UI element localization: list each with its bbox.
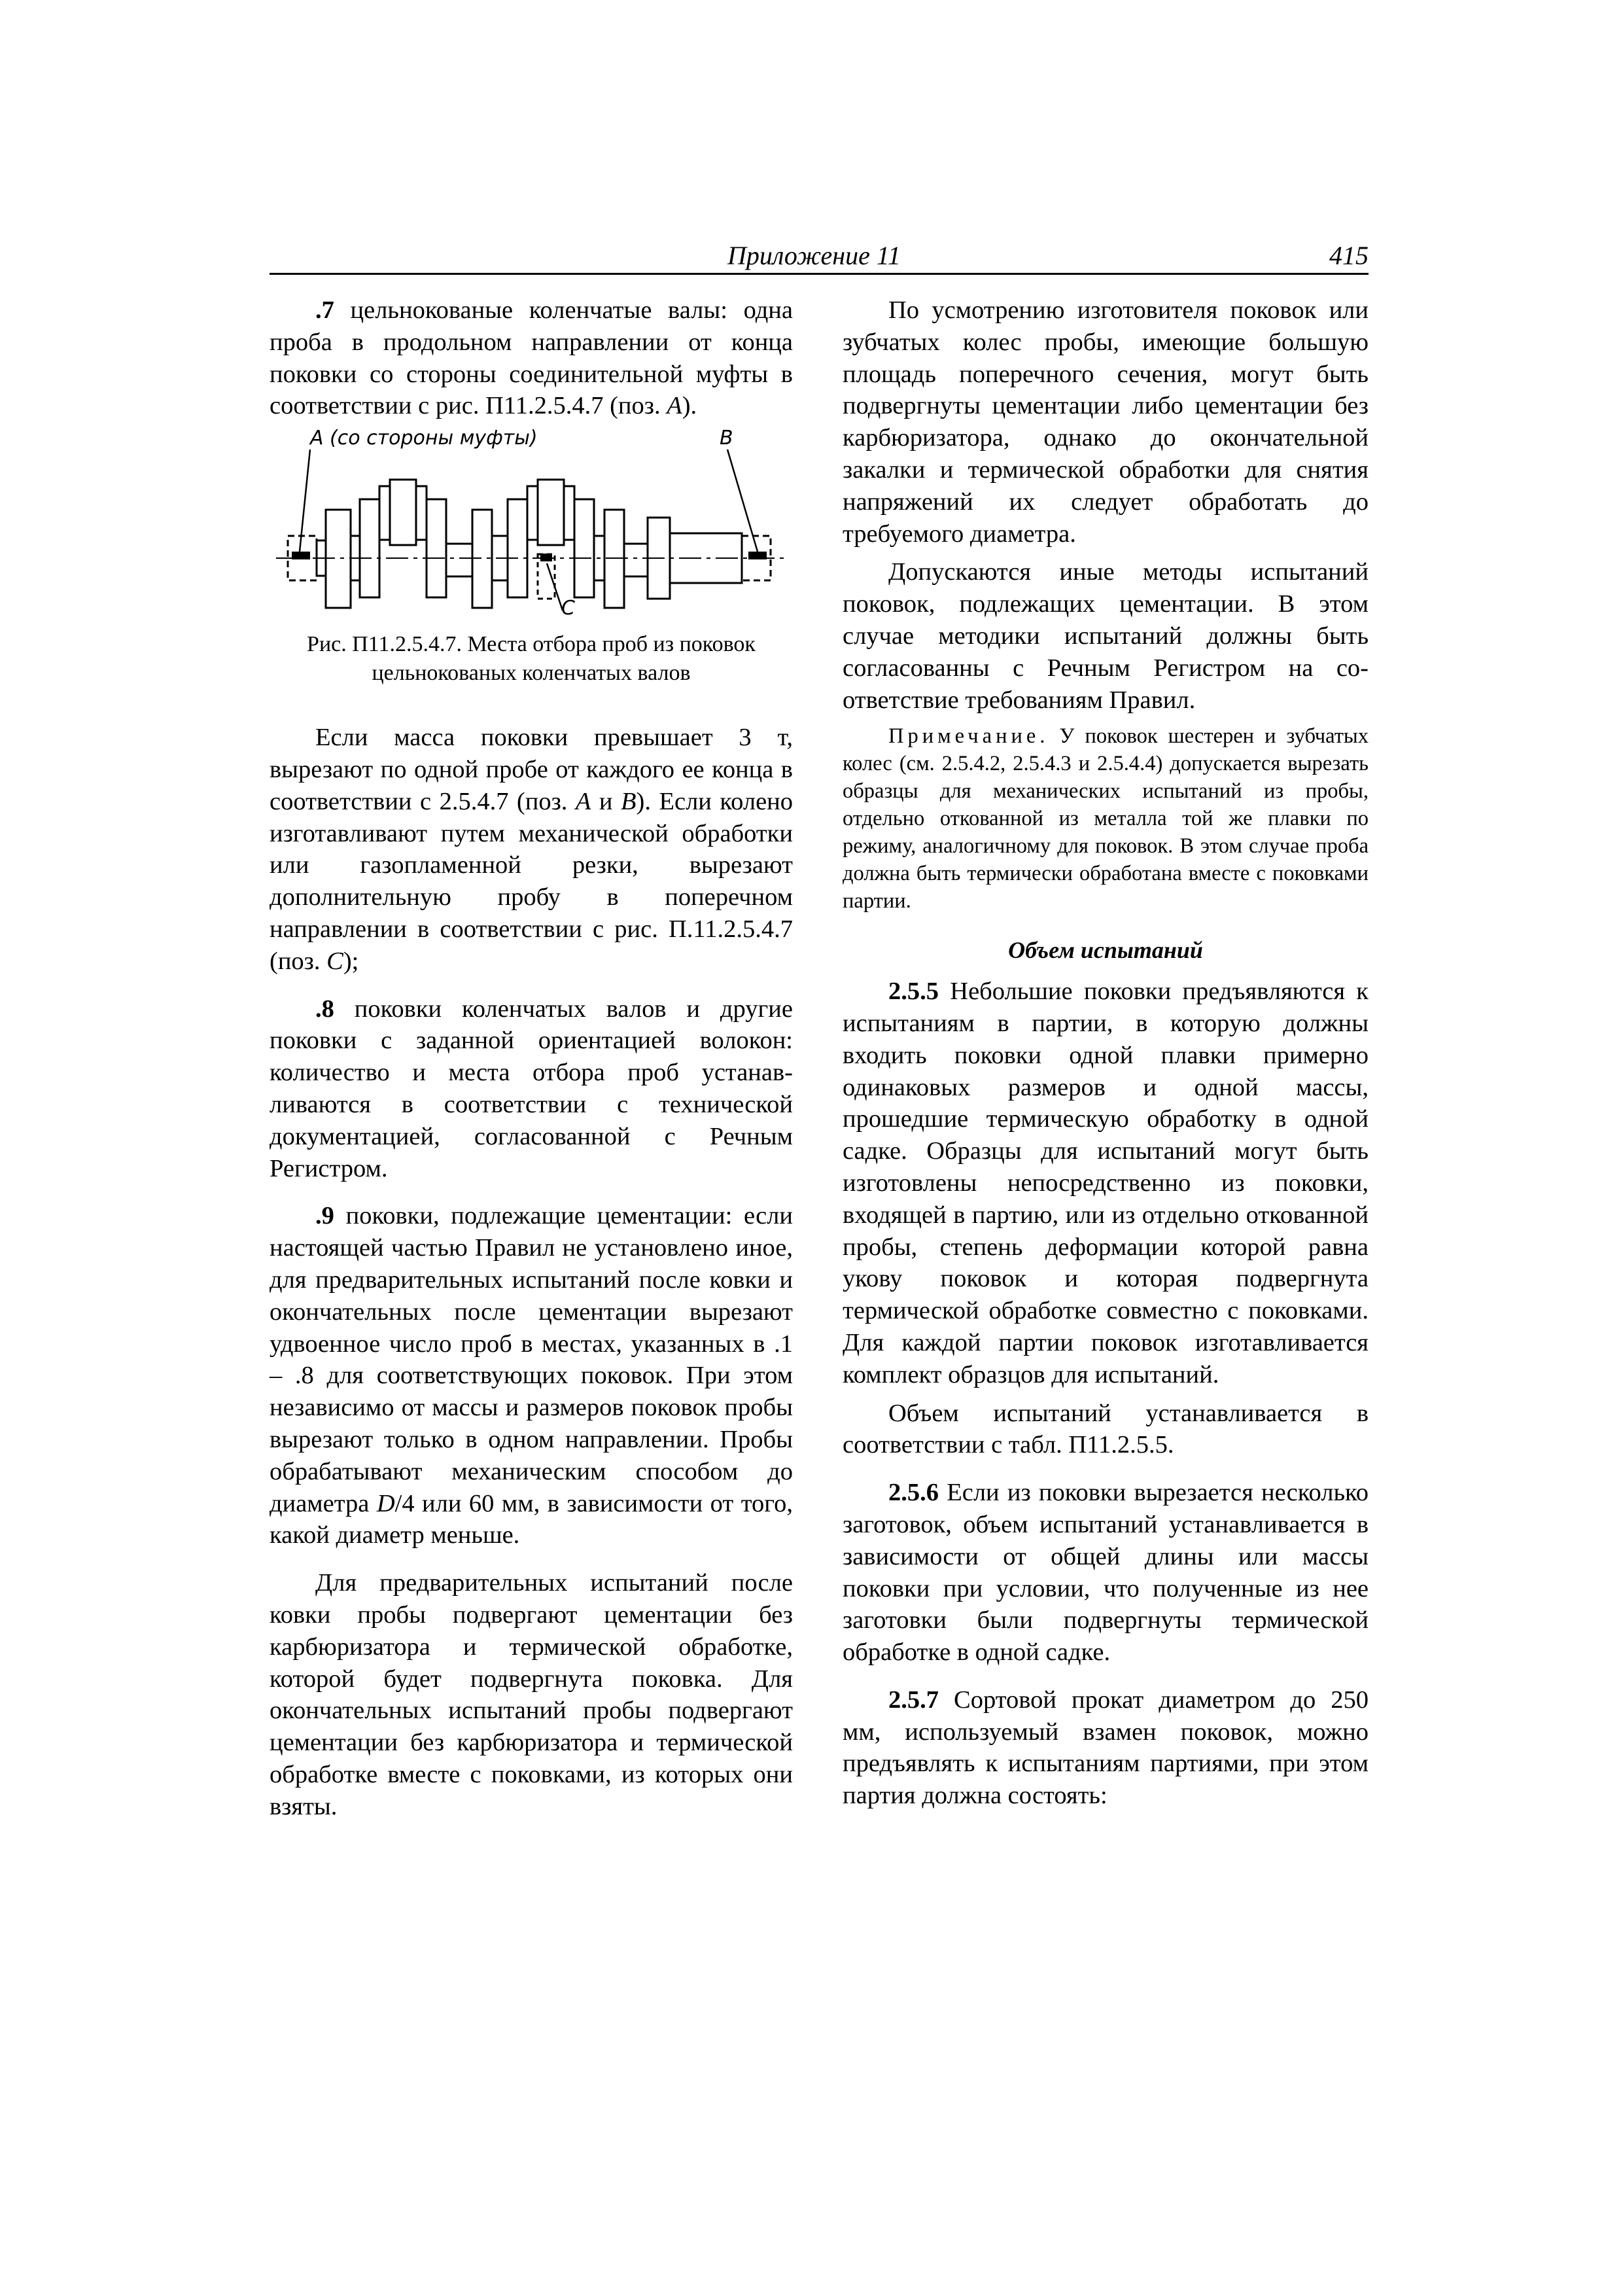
figure-caption: Рис. П11.2.5.4.7. Места отбора проб из поковок цельнокованых коленчатых валов	[307, 632, 756, 686]
page-header	[270, 239, 1369, 275]
clause-number: 2.5.6	[888, 1479, 939, 1507]
note: Примечание. У поковок шестерен и зубчатых колес (см. 2.5.4.2, 2.5.4.3 и 2.5.4.4) допускается вырезать образцы для механических испытаний из пробы, отдельно откованной из металла той же плавки по режиму, аналогичному для поковок. В этом случае проба должна быть термически обработана вместе с поковками партии.	[843, 724, 1369, 913]
paragraph-discretion: По усмотрению изготовителя поковок или зубчатых колес пробы, имеющие большую площадь поперечного сечения, могут быть подвергнуты цементации либо цементации без карбюризатора, однако до окончательной закалки и термической обработки для снятия напряжений их следует обработать до требуемого диаметра.	[843, 296, 1369, 548]
paragraph-2-5-6: 2.5.6 Если из поковки вырезается несколько заготовок, объем испытаний устанавливается в зависимости от общей длины или массы поковки при условии, что полученные из нее заготовки были подвергнуты термической обработке в одной садке.	[843, 1479, 1369, 1667]
crankshaft-figure	[270, 426, 793, 616]
right-column	[843, 294, 1369, 1812]
page-number: 415	[1329, 241, 1369, 270]
item-number: .9	[315, 1202, 334, 1230]
figure-label-c: С	[561, 597, 575, 616]
left-column	[270, 294, 793, 1822]
paragraph-item-9: .9 поковки, подлежащие цементации: если настоящей частью Правил не установлено иное, для предварительных испытаний после ковки и окончательных после цементации вырезают удвоенное число проб в местах, указанных в .1 – .8 для соответствующих поковок. При этом независимо от массы и размеров поковок пробы вырезают только в одном направлении. Пробы обрабатывают механическим способом до диаметра D/4 или 60 мм, в зависимости от того, какой диаметр меньше.	[270, 1202, 793, 1549]
paragraph-mass: Если масса поковки превышает 3 т, вырезают по одной пробе от каждого ее конца в соответствии с 2.5.4.7 (поз. А и В). Если колено изготавливают путем механической обработки или газопламенной резки, вырезают дополнительную пробу в поперечном направлении в соответствии с рис. П.11.2.5.4.7 (поз. С);	[270, 724, 794, 975]
paragraph-item-7: .7 цельнокованые коленчатые валы: одна проба в продольном направлении от конца поковки со стороны соединительной муфты в соответствии с рис. П11.2.5.4.7 (поз. А).	[270, 296, 793, 420]
paragraph-preliminary-tests: Для предварительных испытаний после ковки пробы подвергают цементации без карбюризатора и термической обработке, которой будет подвергнута поковка. Для окончательных испытаний пробы подвергают цементации без карбюризатора и термической обработке вместе с поковками, из которых они взяты.	[270, 1569, 793, 1820]
item-number: .7	[315, 296, 334, 324]
note-label: Примечание.	[888, 724, 1049, 749]
paragraph-item-8: .8 поковки коленчатых валов и другие поковки с заданной ориентацией волокон: количество и места отбора проб устанавливаются в соответствии с технической документацией, согласованной с Речным Регистром.	[270, 995, 793, 1182]
crankshaft-drawing	[270, 426, 793, 616]
paragraph-2-5-7: 2.5.7 Сортовой прокат диаметром до 250 мм, используемый взамен поковок, можно предъявлять к испытаниям партиями, при этом партия должна состоять:	[843, 1686, 1369, 1810]
clause-number: 2.5.7	[888, 1686, 939, 1714]
clause-number: 2.5.5	[888, 978, 939, 1006]
figure-label-a: А (со стороны муфты)	[310, 427, 538, 450]
paragraph-other-methods: Допускаются иные методы испытаний поковок, подлежащих цементации. В этом случае методики испытаний должны быть согласованны с Речным Регистром на соответствие требованиям Правил.	[843, 558, 1369, 714]
section-heading: Объем испытаний	[1008, 937, 1203, 964]
paragraph-2-5-5: 2.5.5 Небольшие поковки предъявляются к испытаниям в партии, в которую должны входить поковки одной плавки примерно одинаковых размеров и одной массы, прошедшие термическую обработку в одной садке. Образцы для испытаний могут быть изготовлены непосредственно из поковки, входящей в партию, или из отдельно откованной пробы, степень деформации которой равна укову поковок и которая подвергнута термической обработке совместно с поковками. Для каждой партии поковок изготавливается комплект образцов для испытаний.	[843, 978, 1369, 1388]
item-number: .8	[315, 995, 334, 1023]
paragraph-volume: Объем испытаний устанавливается в соответствии с табл. П11.2.5.5.	[843, 1399, 1369, 1459]
running-title: Приложение 11	[727, 241, 901, 270]
figure-label-b: В	[720, 427, 733, 450]
